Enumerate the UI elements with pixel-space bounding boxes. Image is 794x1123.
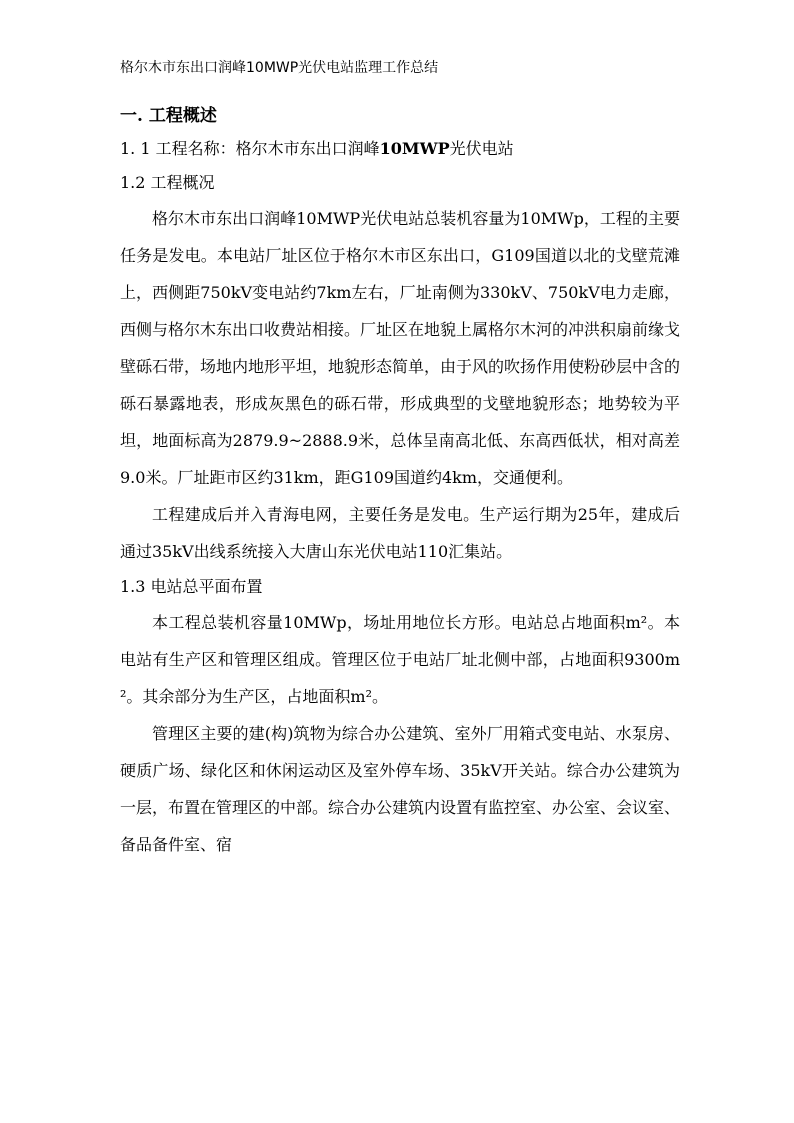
page-header: 格尔木市东出口润峰10MWP光伏电站监理工作总结	[120, 60, 439, 76]
layout-paragraph: 本工程总装机容量10MWp，场址用地位长方形。电站总占地面积m²。本电站有生产区和管理区组成。管理区位于电站厂址北侧中部，占地面积9300m²。其余部分为生产区，占地面积m²。	[120, 613, 680, 706]
section-title: 一. 工程概述	[120, 106, 217, 126]
overview-heading: 1.2 工程概况	[120, 173, 215, 192]
layout-paragraph: 管理区主要的建(构)筑物为综合办公建筑、室外厂用箱式变电站、水泵房、硬质广场、绿化区和休闲运动区及室外停车场、35kV开关站。综合办公建筑为一层，布置在管理区的中部。综合办公建筑内设置有监控室、办公室、会议室、备品备件室、宿	[120, 724, 681, 854]
section-number: 1. 1	[120, 139, 151, 158]
project-name-label: 工程名称：格尔木市东出口润峰	[155, 139, 380, 158]
project-name-tail: 光伏电站	[449, 139, 514, 158]
layout-heading: 1.3 电站总平面布置	[120, 577, 263, 596]
project-name-line	[120, 132, 680, 166]
document-body	[120, 100, 680, 863]
overview-paragraph: 格尔木市东出口润峰10MWP光伏电站总装机容量为10MWp，工程的主要任务是发电。本电站厂址区位于格尔木市区东出口，G109国道以北的戈壁荒滩上，西侧距750kV变电站约7km左右，厂址南侧为330kV、750kV电力走廊，西侧与格尔木东出口收费站相接。厂址区在地貌上属格尔木河的冲洪积扇前缘戈壁砾石带，场地内地形平坦，地貌形态简单，由于风的吹扬作用使粉砂层中含的砾石暴露地表，形成灰黑色的砾石带，形成典型的戈壁地貌形态；地势较为平坦，地面标高为2879.9~2888.9米，总体呈南高北低、东高西低状，相对高差9.0米。厂址距市区约31km，距G109国道约4km，交通便利。	[120, 209, 681, 487]
overview-paragraph: 工程建成后并入青海电网，主要任务是发电。生产运行期为25年，建成后通过35kV出线系统接入大唐山东光伏电站110汇集站。	[120, 505, 680, 561]
project-capacity: 10MWP	[379, 139, 450, 158]
